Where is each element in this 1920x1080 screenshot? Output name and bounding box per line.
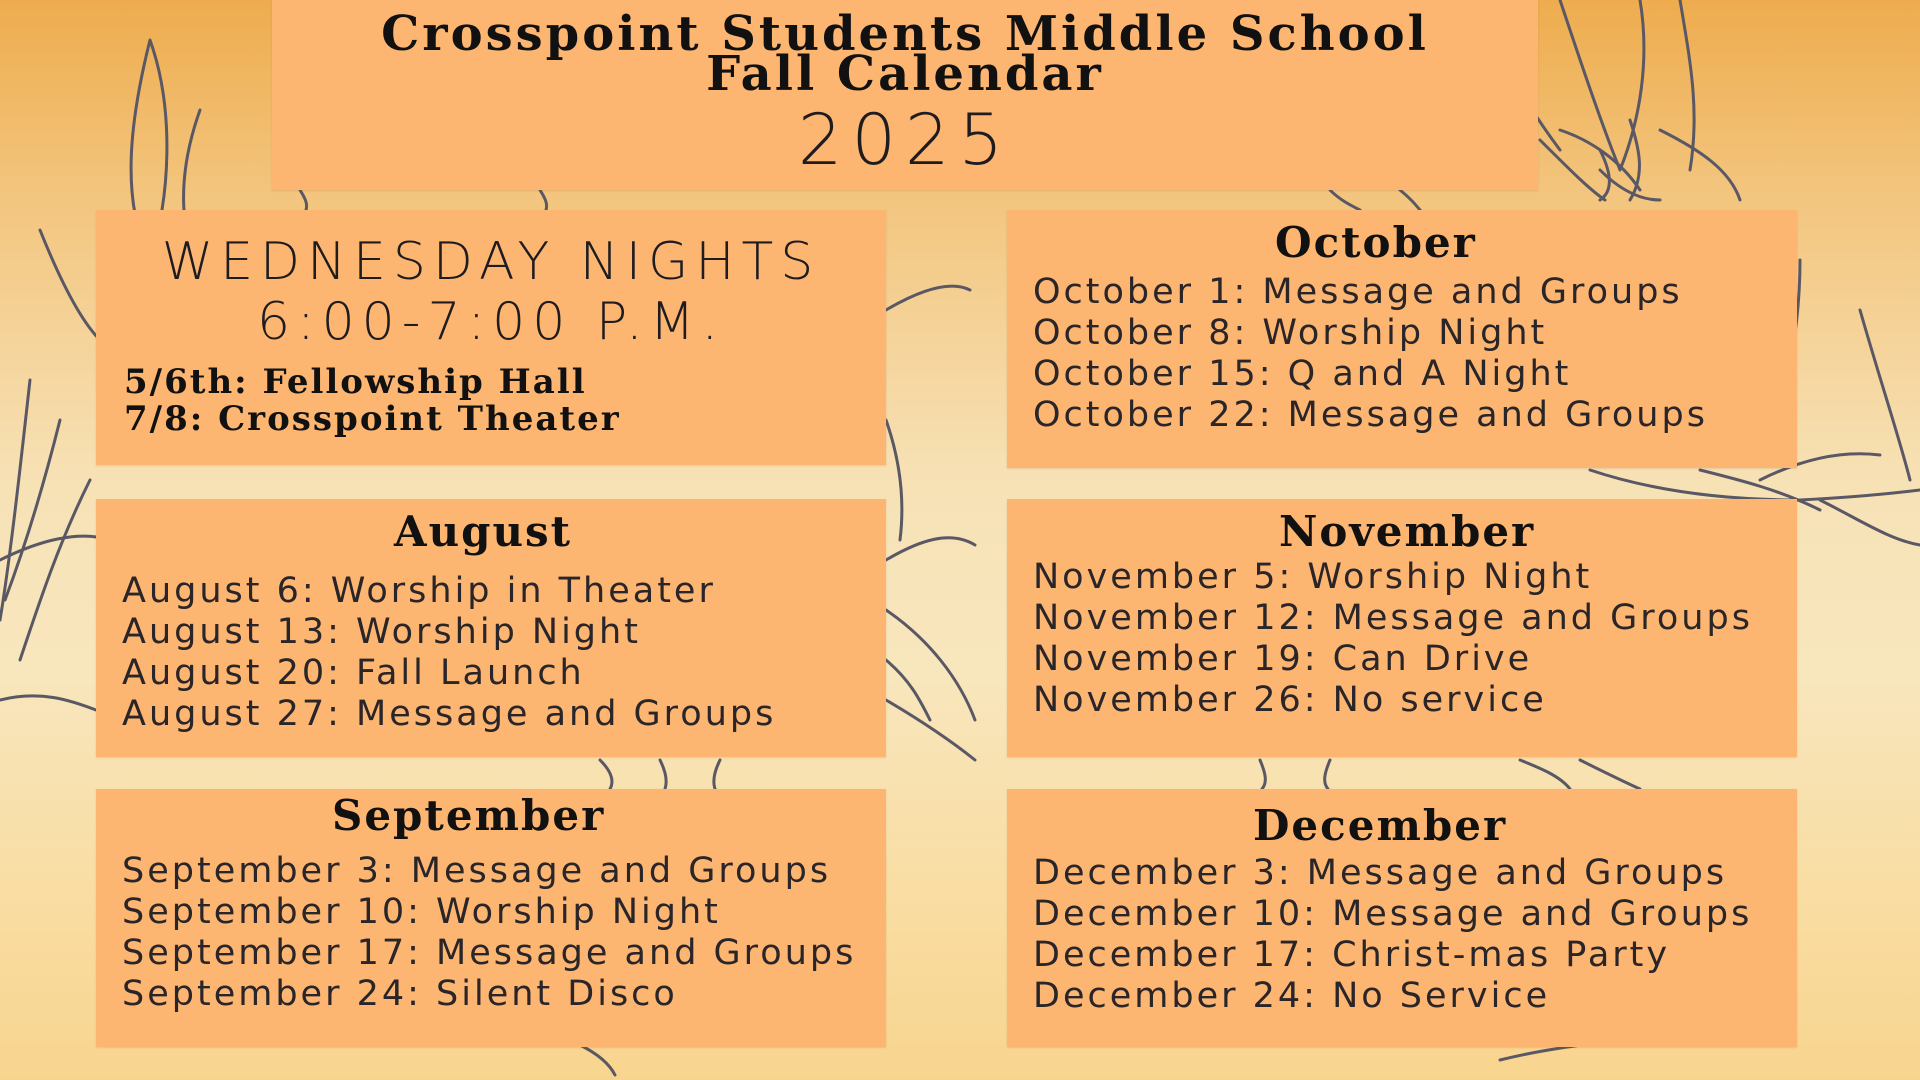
event-item: November 26: No service	[1033, 680, 1547, 720]
event-item: December 10: Message and Groups	[1033, 894, 1753, 934]
month-panel-november	[1007, 499, 1797, 757]
location-item: 5/6th: Fellowship Hall	[124, 362, 587, 402]
wednesday-heading: WEDNESDAY NIGHTS	[161, 232, 821, 292]
event-item: September 10: Worship Night	[122, 892, 721, 932]
event-list	[1007, 557, 1797, 721]
wednesday-nights-panel	[96, 210, 886, 465]
header-panel	[272, 0, 1538, 190]
event-item: September 17: Message and Groups	[122, 933, 857, 973]
event-item: November 5: Worship Night	[1033, 557, 1593, 597]
event-item: August 6: Worship in Theater	[122, 571, 716, 611]
month-panel-september	[96, 789, 886, 1047]
event-item: September 3: Message and Groups	[122, 851, 832, 891]
month-title: December	[1253, 801, 1508, 850]
location-list	[96, 364, 886, 438]
event-list	[1007, 272, 1797, 436]
event-item: October 1: Message and Groups	[1033, 272, 1683, 312]
month-title: September	[332, 791, 606, 840]
month-panel-august	[96, 499, 886, 757]
event-item: October 8: Worship Night	[1033, 313, 1548, 353]
month-title: October	[1275, 218, 1477, 267]
event-item: November 19: Can Drive	[1033, 639, 1533, 679]
event-item: August 13: Worship Night	[122, 612, 641, 652]
event-item: October 22: Message and Groups	[1033, 395, 1708, 435]
calendar-title: Fall Calendar	[706, 46, 1104, 102]
event-item: December 24: No Service	[1033, 976, 1551, 1016]
event-list	[96, 851, 886, 1015]
school-title: Crosspoint Students Middle School	[381, 6, 1429, 62]
month-panel-december	[1007, 789, 1797, 1047]
location-item: 7/8: Crosspoint Theater	[124, 399, 621, 439]
event-item: December 3: Message and Groups	[1033, 853, 1728, 893]
month-panel-october	[1007, 210, 1797, 468]
event-item: November 12: Message and Groups	[1033, 598, 1753, 638]
event-item: August 20: Fall Launch	[122, 653, 585, 693]
event-list	[96, 571, 886, 735]
wednesday-time: 6:00-7:00 P.M.	[256, 292, 726, 352]
year-label: 2025	[797, 99, 1013, 181]
event-list	[1007, 853, 1797, 1017]
event-item: September 24: Silent Disco	[122, 974, 678, 1014]
month-title: August	[394, 507, 573, 556]
event-item: August 27: Message and Groups	[122, 694, 777, 734]
event-item: October 15: Q and A Night	[1033, 354, 1572, 394]
month-title: November	[1279, 507, 1536, 556]
event-item: December 17: Christ-mas Party	[1033, 935, 1671, 975]
